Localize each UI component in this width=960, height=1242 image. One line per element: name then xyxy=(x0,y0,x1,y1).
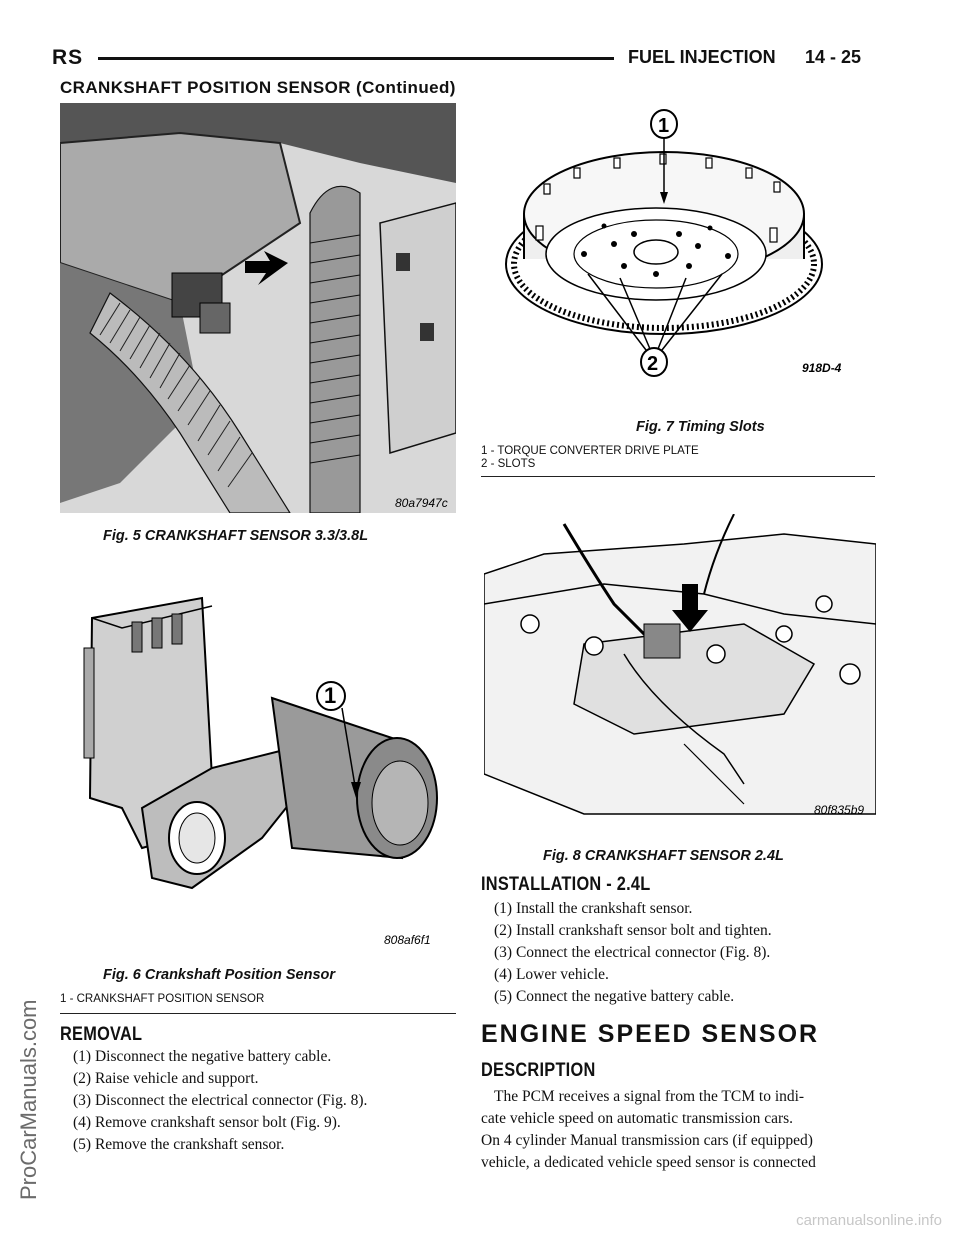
installation-step-3: (3) Connect the electrical connector (Fig. 8). xyxy=(494,944,771,961)
page-number: 14 - 25 xyxy=(805,47,862,67)
fig7-illustration xyxy=(484,104,876,414)
fig7-caption: Fig. 7 Timing Slots xyxy=(636,419,765,435)
fig5-engine-bay-drawing xyxy=(60,103,456,513)
engine-speed-sensor-heading: ENGINE SPEED SENSOR xyxy=(481,1020,820,1048)
fig8-art-code: 80f835b9 xyxy=(814,803,865,817)
fig7-legend-1: 2 - SLOTS xyxy=(481,458,536,470)
fig6-caption: Fig. 6 Crankshaft Position Sensor xyxy=(103,967,336,983)
fig5-illustration xyxy=(60,103,456,513)
removal-step-1: (1) Disconnect the negative battery cable. xyxy=(73,1048,332,1065)
fig7-drive-plate-drawing xyxy=(484,104,876,414)
installation-step-2: (2) Install crankshaft sensor bolt and tighten. xyxy=(494,922,772,939)
fig6-legend-0: 1 - CRANKSHAFT POSITION SENSOR xyxy=(60,993,265,1005)
fig6-art-code: 808af6f1 xyxy=(384,933,431,947)
header-code: RS xyxy=(52,46,84,69)
description-line-3: On 4 cylinder Manual transmission cars (if equipped) xyxy=(481,1132,813,1149)
fig8-illustration xyxy=(484,514,876,820)
continued-title: CRANKSHAFT POSITION SENSOR (Continued) xyxy=(60,78,456,97)
description-line-2: cate vehicle speed on automatic transmission cars. xyxy=(481,1110,794,1127)
fig5-art-code: 80a7947c xyxy=(395,496,448,510)
header-section-title: FUEL INJECTION xyxy=(628,47,776,67)
description-body xyxy=(481,1086,876,1174)
installation-step-1: (1) Install the crankshaft sensor. xyxy=(494,900,693,917)
installation-heading: INSTALLATION - 2.4L xyxy=(481,874,651,895)
removal-steps xyxy=(73,1046,463,1156)
description-line-1: The PCM receives a signal from the TCM to indi- xyxy=(494,1088,805,1105)
removal-step-3: (3) Disconnect the electrical connector (Fig. 8). xyxy=(73,1092,368,1109)
fig8-engine-drawing xyxy=(484,514,876,820)
header-rule xyxy=(98,57,614,60)
removal-step-2: (2) Raise vehicle and support. xyxy=(73,1070,259,1087)
description-heading: DESCRIPTION xyxy=(481,1060,596,1081)
fig7-legend-0: 1 - TORQUE CONVERTER DRIVE PLATE xyxy=(481,445,699,457)
fig7-callout-2: 2 xyxy=(647,353,659,375)
fig7-callout-1: 1 xyxy=(658,115,670,137)
fig5-caption: Fig. 5 CRANKSHAFT SENSOR 3.3/3.8L xyxy=(103,528,369,544)
fig6-rule xyxy=(60,1013,456,1014)
installation-step-5: (5) Connect the negative battery cable. xyxy=(494,988,735,1005)
fig7-art-code: 918D-4 xyxy=(802,361,842,375)
removal-step-4: (4) Remove crankshaft sensor bolt (Fig. 9). xyxy=(73,1114,341,1131)
fig7-rule xyxy=(481,476,875,477)
fig6-callout-1: 1 xyxy=(324,683,337,708)
installation-steps xyxy=(494,898,874,1008)
installation-step-4: (4) Lower vehicle. xyxy=(494,966,609,983)
fig6-sensor-drawing xyxy=(62,578,456,960)
fig6-illustration xyxy=(62,578,456,960)
removal-step-5: (5) Remove the crankshaft sensor. xyxy=(73,1136,285,1153)
fig8-caption: Fig. 8 CRANKSHAFT SENSOR 2.4L xyxy=(543,848,784,864)
fig7-legend xyxy=(481,445,699,471)
side-watermark: ProCarManuals.com xyxy=(16,999,41,1200)
footer-watermark: carmanualsonline.info xyxy=(796,1212,942,1229)
removal-heading: REMOVAL xyxy=(60,1024,143,1045)
description-line-4: vehicle, a dedicated vehicle speed sensor is connected xyxy=(481,1154,816,1171)
